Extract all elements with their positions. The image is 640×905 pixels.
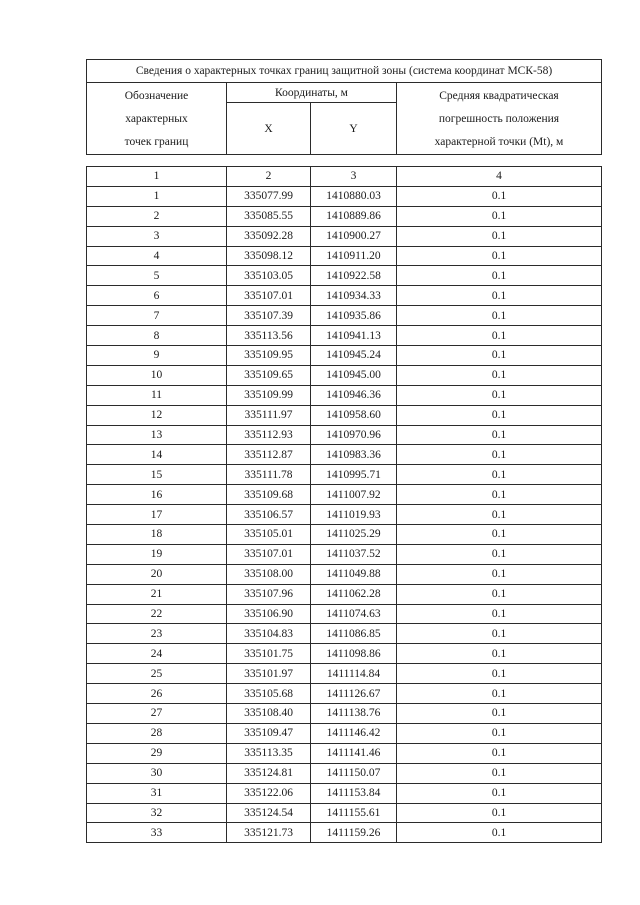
table-row xyxy=(87,346,602,366)
x-coordinate-cell: 335107.96 xyxy=(227,584,311,604)
error-cell: 0.1 xyxy=(397,624,602,644)
x-coordinate-cell: 335108.40 xyxy=(227,704,311,724)
error-cell: 0.1 xyxy=(397,346,602,366)
point-number-cell: 8 xyxy=(87,326,227,346)
point-number-cell: 29 xyxy=(87,743,227,763)
error-cell: 0.1 xyxy=(397,405,602,425)
y-coordinate-cell: 1410958.60 xyxy=(311,405,397,425)
table-row xyxy=(87,644,602,664)
x-coordinate-cell: 335124.54 xyxy=(227,803,311,823)
column-number-row xyxy=(87,167,602,187)
x-coordinate-cell: 335107.01 xyxy=(227,544,311,564)
table-row xyxy=(87,624,602,644)
table-row xyxy=(87,723,602,743)
x-coordinate-cell: 335104.83 xyxy=(227,624,311,644)
point-designation-header xyxy=(87,83,227,155)
error-cell: 0.1 xyxy=(397,644,602,664)
table-title: Сведения о характерных точках границ защитной зоны (система координат МСК-58) xyxy=(87,60,602,83)
x-coordinate-cell: 335077.99 xyxy=(227,186,311,206)
table-row xyxy=(87,186,602,206)
header-line: характерной точки (Mt), м xyxy=(434,136,564,148)
point-number-cell: 15 xyxy=(87,465,227,485)
table-row xyxy=(87,306,602,326)
y-coordinate-cell: 1411062.28 xyxy=(311,584,397,604)
point-number-cell: 3 xyxy=(87,226,227,246)
y-coordinate-cell: 1411074.63 xyxy=(311,604,397,624)
y-coordinate-cell: 1411037.52 xyxy=(311,544,397,564)
x-coordinate-cell: 335122.06 xyxy=(227,783,311,803)
x-coordinate-cell: 335108.00 xyxy=(227,564,311,584)
y-coordinate-cell: 1410945.24 xyxy=(311,346,397,366)
table-row xyxy=(87,465,602,485)
table-row xyxy=(87,704,602,724)
error-cell: 0.1 xyxy=(397,723,602,743)
error-cell: 0.1 xyxy=(397,445,602,465)
table-row xyxy=(87,385,602,405)
error-cell: 0.1 xyxy=(397,544,602,564)
y-coordinate-cell: 1411159.26 xyxy=(311,823,397,843)
table-row xyxy=(87,266,602,286)
header-table xyxy=(86,59,602,155)
header-line: Обозначение xyxy=(124,90,189,102)
error-cell: 0.1 xyxy=(397,823,602,843)
error-cell: 0.1 xyxy=(397,206,602,226)
y-coordinate-cell: 1410911.20 xyxy=(311,246,397,266)
x-coordinate-cell: 335121.73 xyxy=(227,823,311,843)
y-coordinate-cell: 1410922.58 xyxy=(311,266,397,286)
table-row xyxy=(87,405,602,425)
error-cell: 0.1 xyxy=(397,704,602,724)
table-row xyxy=(87,326,602,346)
table-row xyxy=(87,823,602,843)
table-row xyxy=(87,525,602,545)
y-coordinate-cell: 1411086.85 xyxy=(311,624,397,644)
point-number-cell: 21 xyxy=(87,584,227,604)
point-number-cell: 23 xyxy=(87,624,227,644)
point-number-cell: 10 xyxy=(87,365,227,385)
table-row xyxy=(87,425,602,445)
y-coordinate-cell: 1411150.07 xyxy=(311,763,397,783)
x-coordinate-cell: 335113.56 xyxy=(227,326,311,346)
x-coordinate-cell: 335109.99 xyxy=(227,385,311,405)
error-cell: 0.1 xyxy=(397,743,602,763)
point-number-cell: 20 xyxy=(87,564,227,584)
y-coordinate-cell: 1411098.86 xyxy=(311,644,397,664)
y-coordinate-cell: 1410995.71 xyxy=(311,465,397,485)
y-header: Y xyxy=(311,103,397,155)
error-cell: 0.1 xyxy=(397,226,602,246)
y-coordinate-cell: 1410934.33 xyxy=(311,286,397,306)
y-coordinate-cell: 1411155.61 xyxy=(311,803,397,823)
x-coordinate-cell: 335101.75 xyxy=(227,644,311,664)
x-coordinate-cell: 335107.39 xyxy=(227,306,311,326)
y-coordinate-cell: 1411114.84 xyxy=(311,664,397,684)
coordinates-header: Координаты, м xyxy=(227,83,397,103)
point-number-cell: 30 xyxy=(87,763,227,783)
point-number-cell: 19 xyxy=(87,544,227,564)
y-coordinate-cell: 1411049.88 xyxy=(311,564,397,584)
x-coordinate-cell: 335106.90 xyxy=(227,604,311,624)
column-number-cell: 1 xyxy=(87,167,227,187)
header-line: погрешность положения xyxy=(438,113,560,125)
point-number-cell: 2 xyxy=(87,206,227,226)
point-number-cell: 22 xyxy=(87,604,227,624)
table-row xyxy=(87,743,602,763)
y-coordinate-cell: 1410900.27 xyxy=(311,226,397,246)
point-number-cell: 18 xyxy=(87,525,227,545)
table-row xyxy=(87,206,602,226)
x-coordinate-cell: 335107.01 xyxy=(227,286,311,306)
error-cell: 0.1 xyxy=(397,485,602,505)
point-number-cell: 6 xyxy=(87,286,227,306)
point-number-cell: 28 xyxy=(87,723,227,743)
error-cell: 0.1 xyxy=(397,365,602,385)
error-cell: 0.1 xyxy=(397,306,602,326)
point-number-cell: 26 xyxy=(87,684,227,704)
y-coordinate-cell: 1411146.42 xyxy=(311,723,397,743)
point-number-cell: 7 xyxy=(87,306,227,326)
column-number-cell: 3 xyxy=(311,167,397,187)
point-number-cell: 31 xyxy=(87,783,227,803)
y-coordinate-cell: 1411141.46 xyxy=(311,743,397,763)
table-row xyxy=(87,684,602,704)
table-row xyxy=(87,445,602,465)
column-number-cell: 4 xyxy=(397,167,602,187)
y-coordinate-cell: 1411007.92 xyxy=(311,485,397,505)
x-coordinate-cell: 335085.55 xyxy=(227,206,311,226)
x-coordinate-cell: 335124.81 xyxy=(227,763,311,783)
table-row xyxy=(87,763,602,783)
y-coordinate-cell: 1410880.03 xyxy=(311,186,397,206)
mean-square-error-header xyxy=(397,83,602,155)
table-row xyxy=(87,246,602,266)
y-coordinate-cell: 1410945.00 xyxy=(311,365,397,385)
y-coordinate-cell: 1410946.36 xyxy=(311,385,397,405)
x-coordinate-cell: 335106.57 xyxy=(227,505,311,525)
x-coordinate-cell: 335109.95 xyxy=(227,346,311,366)
x-coordinate-cell: 335112.87 xyxy=(227,445,311,465)
table-row xyxy=(87,604,602,624)
x-coordinate-cell: 335109.68 xyxy=(227,485,311,505)
error-cell: 0.1 xyxy=(397,664,602,684)
error-cell: 0.1 xyxy=(397,525,602,545)
point-number-cell: 13 xyxy=(87,425,227,445)
y-coordinate-cell: 1411126.67 xyxy=(311,684,397,704)
column-number-cell: 2 xyxy=(227,167,311,187)
error-cell: 0.1 xyxy=(397,505,602,525)
x-coordinate-cell: 335112.93 xyxy=(227,425,311,445)
y-coordinate-cell: 1411138.76 xyxy=(311,704,397,724)
point-number-cell: 32 xyxy=(87,803,227,823)
point-number-cell: 4 xyxy=(87,246,227,266)
point-number-cell: 12 xyxy=(87,405,227,425)
error-cell: 0.1 xyxy=(397,246,602,266)
x-coordinate-cell: 335103.05 xyxy=(227,266,311,286)
error-cell: 0.1 xyxy=(397,425,602,445)
point-number-cell: 14 xyxy=(87,445,227,465)
x-coordinate-cell: 335111.78 xyxy=(227,465,311,485)
error-cell: 0.1 xyxy=(397,186,602,206)
y-coordinate-cell: 1410889.86 xyxy=(311,206,397,226)
y-coordinate-cell: 1411019.93 xyxy=(311,505,397,525)
table-row xyxy=(87,803,602,823)
header-line: Средняя квадратическая xyxy=(439,90,559,102)
error-cell: 0.1 xyxy=(397,684,602,704)
x-coordinate-cell: 335109.65 xyxy=(227,365,311,385)
x-coordinate-cell: 335105.68 xyxy=(227,684,311,704)
error-cell: 0.1 xyxy=(397,326,602,346)
x-header: X xyxy=(227,103,311,155)
table-row xyxy=(87,544,602,564)
error-cell: 0.1 xyxy=(397,783,602,803)
x-coordinate-cell: 335105.01 xyxy=(227,525,311,545)
error-cell: 0.1 xyxy=(397,385,602,405)
x-coordinate-cell: 335101.97 xyxy=(227,664,311,684)
point-number-cell: 27 xyxy=(87,704,227,724)
table-row xyxy=(87,584,602,604)
point-number-cell: 1 xyxy=(87,186,227,206)
x-coordinate-cell: 335111.97 xyxy=(227,405,311,425)
point-number-cell: 33 xyxy=(87,823,227,843)
error-cell: 0.1 xyxy=(397,584,602,604)
x-coordinate-cell: 335113.35 xyxy=(227,743,311,763)
table-row xyxy=(87,365,602,385)
table-row xyxy=(87,226,602,246)
error-cell: 0.1 xyxy=(397,286,602,306)
error-cell: 0.1 xyxy=(397,266,602,286)
error-cell: 0.1 xyxy=(397,604,602,624)
y-coordinate-cell: 1410970.96 xyxy=(311,425,397,445)
y-coordinate-cell: 1410983.36 xyxy=(311,445,397,465)
point-number-cell: 16 xyxy=(87,485,227,505)
table-row xyxy=(87,485,602,505)
table-row xyxy=(87,286,602,306)
header-line: характерных xyxy=(125,113,188,125)
x-coordinate-cell: 335109.47 xyxy=(227,723,311,743)
point-number-cell: 17 xyxy=(87,505,227,525)
y-coordinate-cell: 1411025.29 xyxy=(311,525,397,545)
point-number-cell: 9 xyxy=(87,346,227,366)
point-number-cell: 5 xyxy=(87,266,227,286)
point-number-cell: 25 xyxy=(87,664,227,684)
point-number-cell: 24 xyxy=(87,644,227,664)
table-row xyxy=(87,783,602,803)
x-coordinate-cell: 335092.28 xyxy=(227,226,311,246)
table-row xyxy=(87,564,602,584)
header-line: точек границ xyxy=(124,136,189,148)
y-coordinate-cell: 1410935.86 xyxy=(311,306,397,326)
table-row xyxy=(87,664,602,684)
coordinates-table xyxy=(86,166,602,843)
point-number-cell: 11 xyxy=(87,385,227,405)
error-cell: 0.1 xyxy=(397,763,602,783)
error-cell: 0.1 xyxy=(397,465,602,485)
table-row xyxy=(87,505,602,525)
x-coordinate-cell: 335098.12 xyxy=(227,246,311,266)
y-coordinate-cell: 1410941.13 xyxy=(311,326,397,346)
y-coordinate-cell: 1411153.84 xyxy=(311,783,397,803)
error-cell: 0.1 xyxy=(397,564,602,584)
error-cell: 0.1 xyxy=(397,803,602,823)
